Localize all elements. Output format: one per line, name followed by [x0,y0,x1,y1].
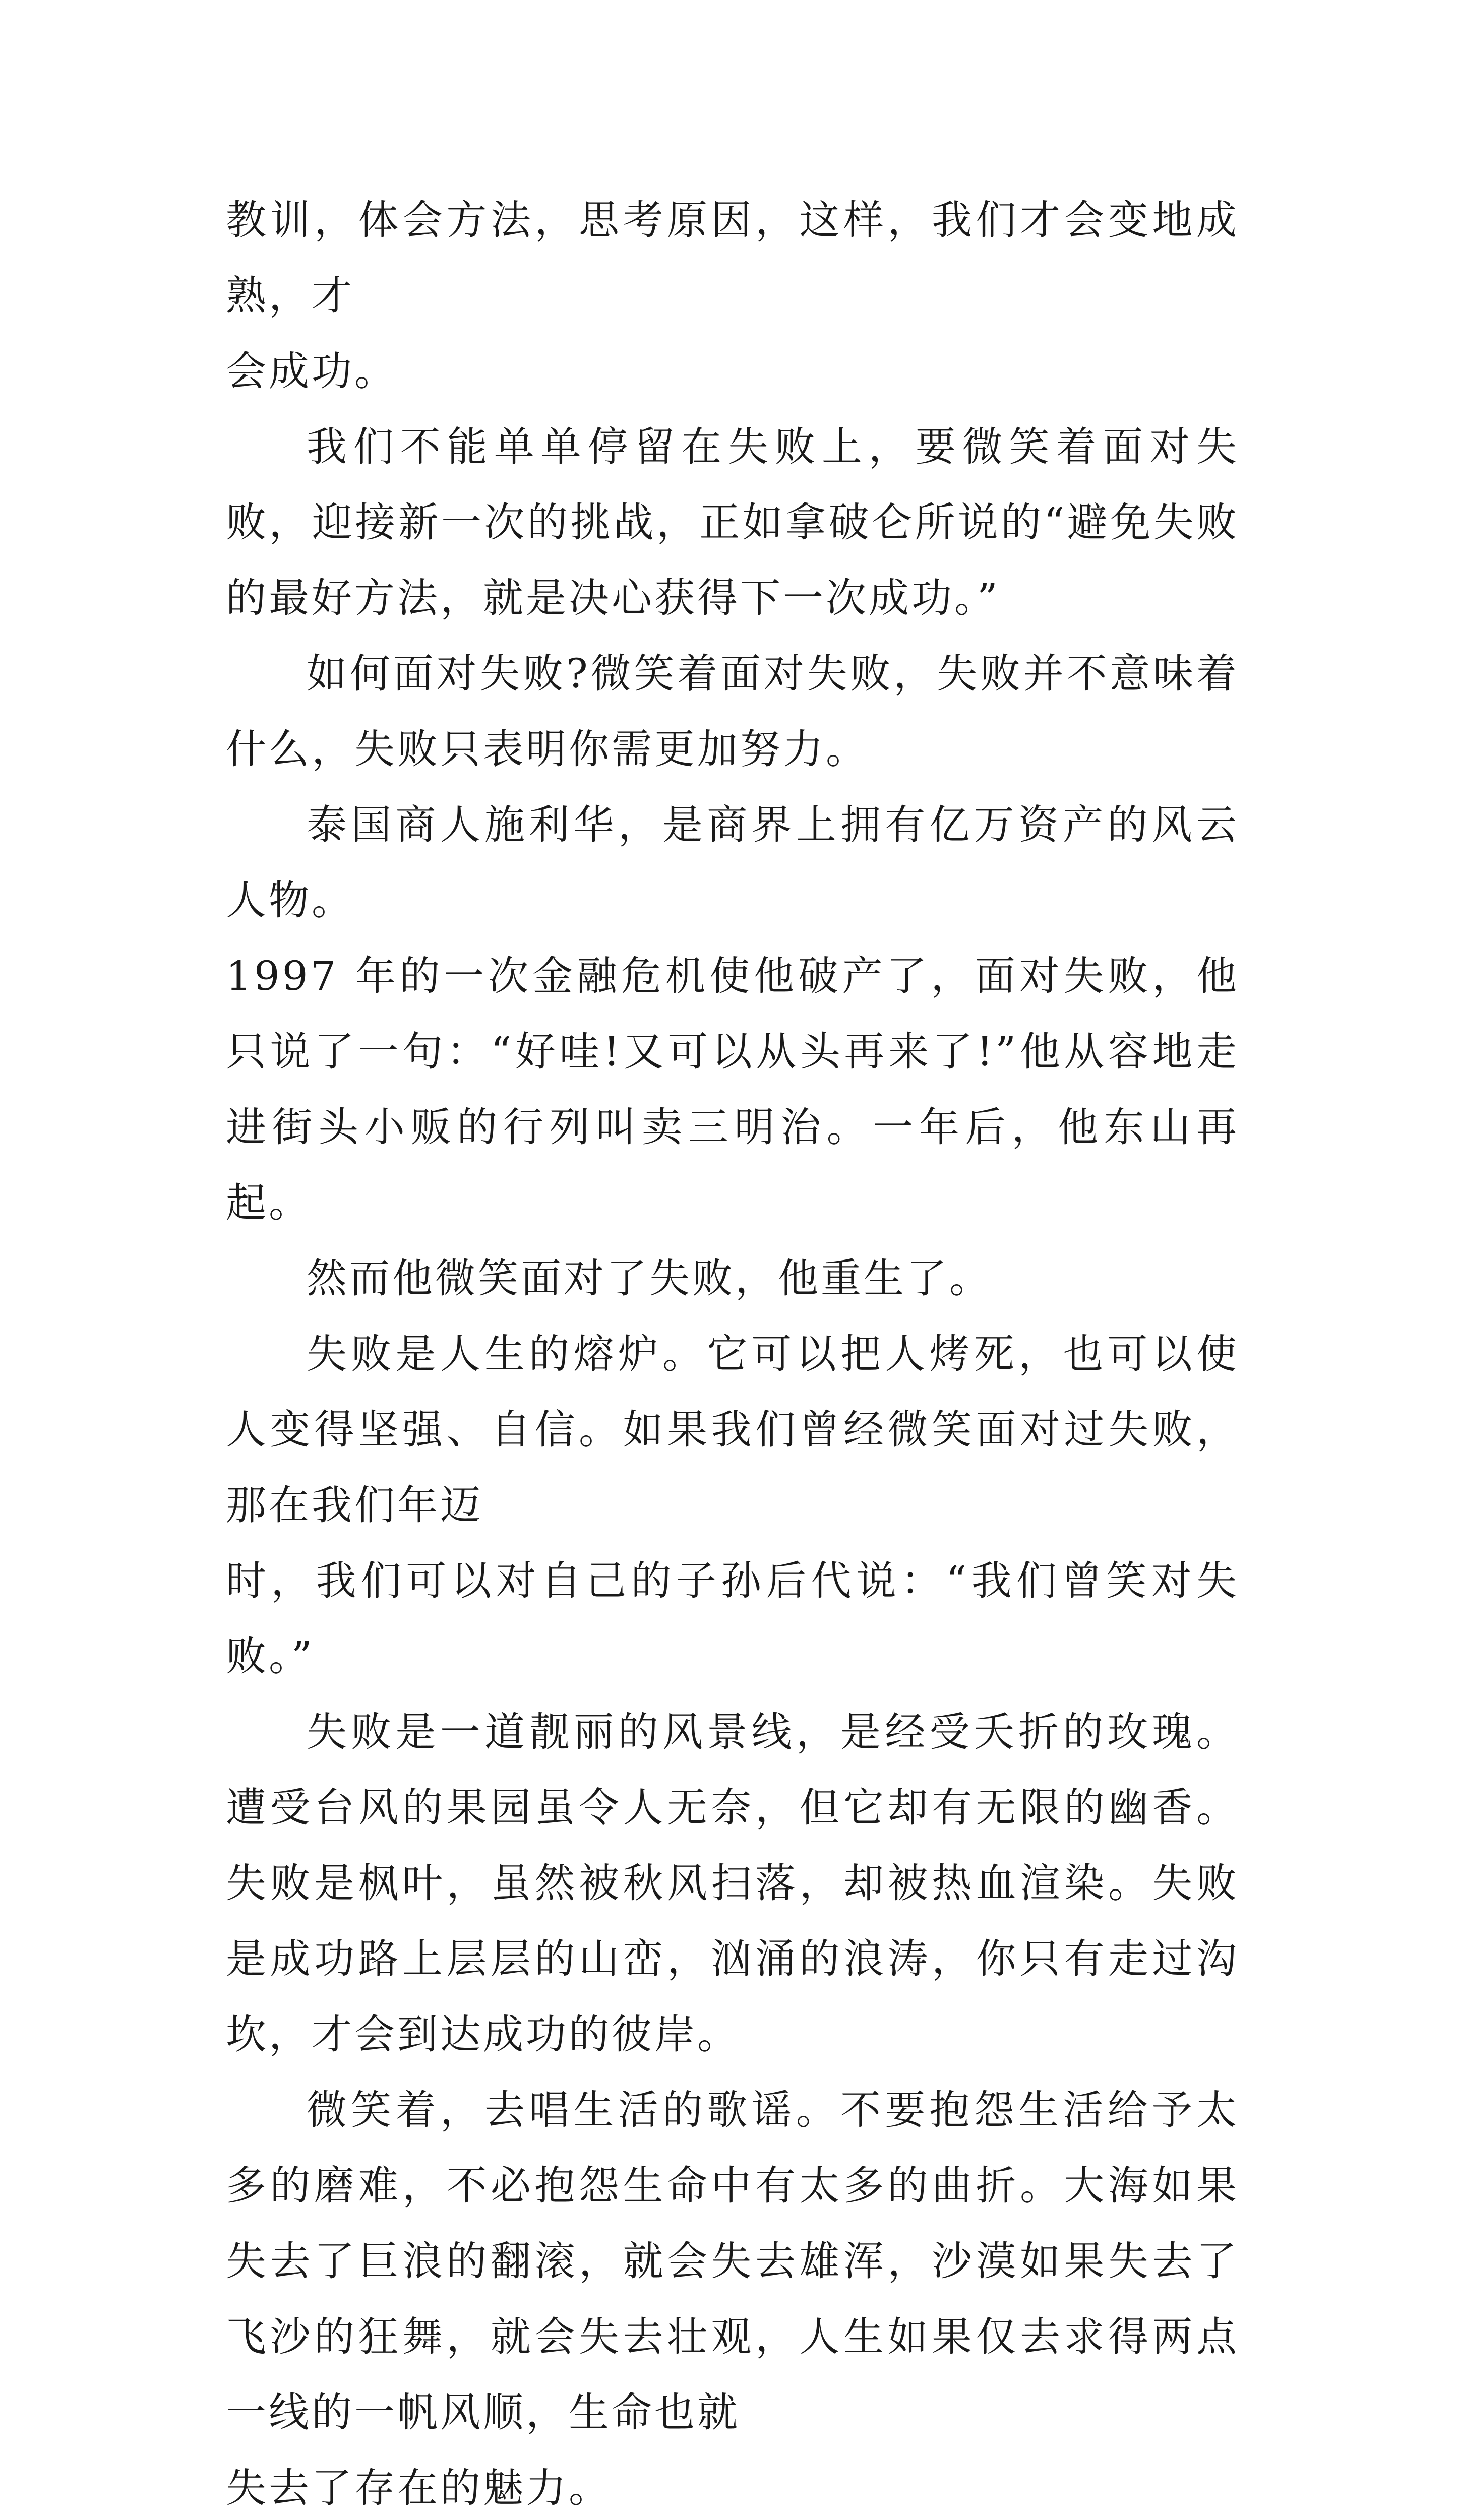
paragraph: 失败是人生的熔炉。它可以把人烤死，也可以使人变得坚强、自信。如果我们曾经微笑面对过失败，那在我们年迈 时，我们可以对自己的子孙后代说：“我们曾笑对失败。” [226,1331,1239,1680]
paragraph: 失败是一道靓丽的风景线，是经受夭折的玫瑰。遭受台风的果园虽令人无奈，但它却有无限的幽香。失败是枫叶，虽然被秋风扫落，却被热血渲染。失败是成功路上层层的山峦，汹涌的浪涛，你只有走过沟坎，才会到达成功的彼岸。 [226,1709,1239,2058]
paragraph: 教训，体会方法，思考原因，这样，我们才会变地成熟，才 会成功。 [226,197,1239,395]
paragraph: 泰国商人施利华，是商界上拥有亿万资产的风云人物。 1997 年的一次金融危机使他破产了，面对失败，他只说了一句：“好哇!又可以从头再来了!”他从容地走进街头小贩的行列叫卖三明治。一年后，他东山再起。 [226,801,1239,1226]
paragraph: 微笑着，去唱生活的歌谣。不要抱怨生活给予太多的磨难，不必抱怨生命中有太多的曲折。大海如果失去了巨浪的翻滚，就会失去雄浑，沙漠如果失去了飞沙的狂舞，就会失去壮观，人生如果仅去求得两点一线的一帆风顺，生命也就 失去了存在的魅力。 [226,2087,1239,2511]
paragraph: 我们不能单单停留在失败上，要微笑着面对失败，迎接新一次的挑战，正如拿破仑所说的“避免失败的最好方法，就是决心获得下一次成功。” [226,423,1239,621]
paragraph: 然而他微笑面对了失败，他重生了。 [307,1255,992,1302]
paragraph: 如何面对失败?微笑着面对失败，失败并不意味着什么，失败只表明你需更加努力。 [226,650,1239,773]
document-body [226,182,1239,2520]
